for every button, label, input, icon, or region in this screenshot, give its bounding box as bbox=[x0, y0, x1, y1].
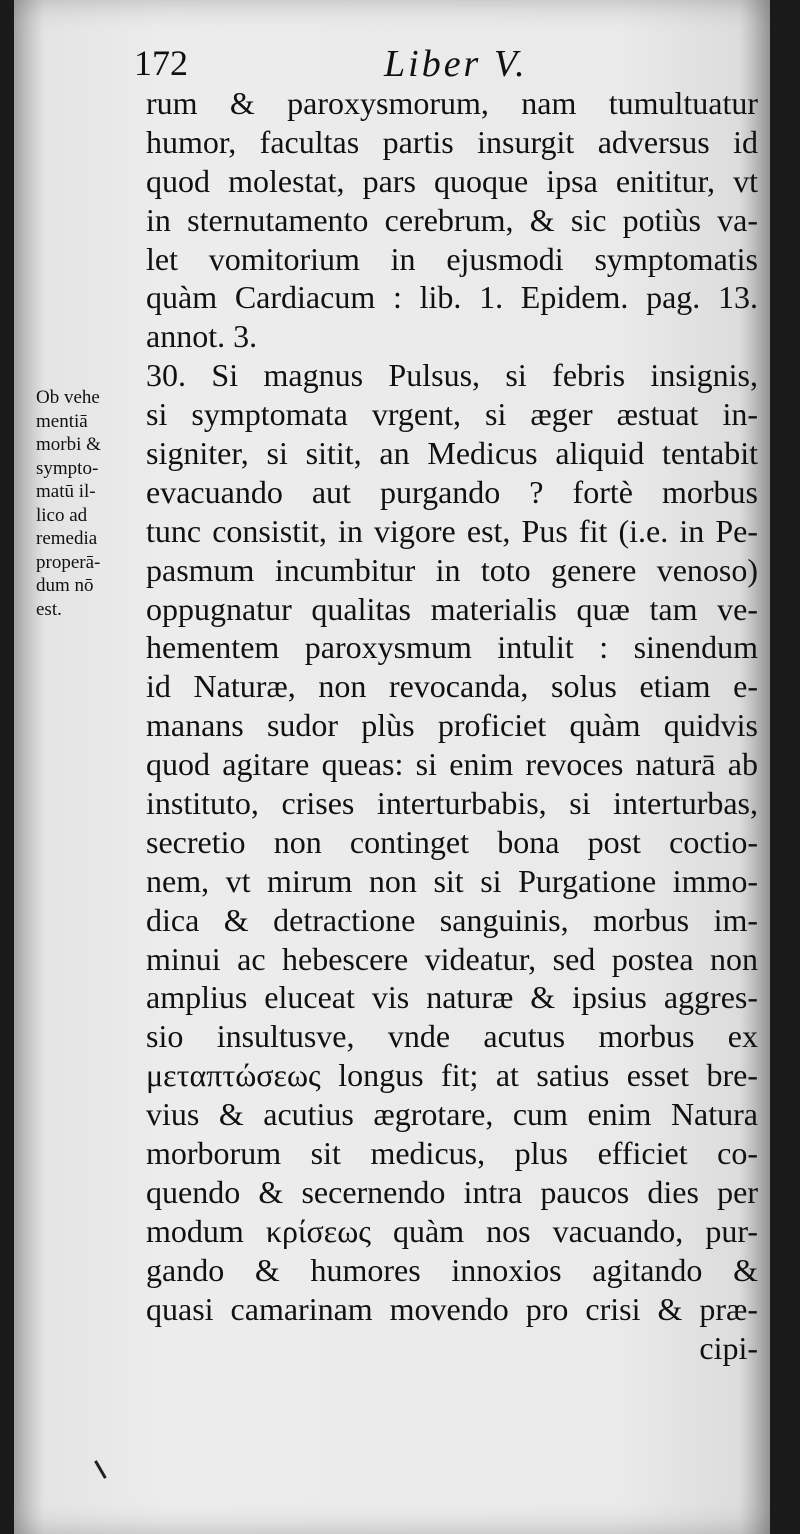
marginal-line: matū il- bbox=[36, 481, 96, 502]
text-line: morborum sit medicus, plus efficiet co- bbox=[146, 1135, 758, 1172]
text-line: nem, vt mirum non sit si Purgatione immo- bbox=[146, 862, 758, 899]
text-line: tunc consistit, in vigore est, Pus fit (i.e. in Pe- bbox=[146, 512, 758, 549]
text-line: quasi camarinam movendo pro crisi & præ- bbox=[146, 1290, 758, 1327]
text-line: oppugnatur qualitas materialis quæ tam ve- bbox=[146, 590, 758, 627]
text-line: quàm Cardiacum : lib. 1. Epidem. pag. 13. bbox=[146, 279, 758, 316]
text-line: rum & paroxysmorum, nam tumultuatur bbox=[146, 85, 758, 121]
book-page bbox=[14, 0, 770, 1534]
marginal-line: mentiā bbox=[36, 410, 88, 432]
text-line: secretio non continget bona post coctio- bbox=[146, 823, 758, 860]
text-line: hementem paroxysmum intulit : sinendum bbox=[146, 629, 758, 666]
marginal-line: sympto- bbox=[36, 457, 99, 479]
page-number: 172 bbox=[134, 43, 188, 83]
running-head: Liber V. bbox=[384, 43, 528, 85]
text-line: si symptomata vrgent, si æger æstuat in- bbox=[146, 396, 758, 433]
ink-mark bbox=[94, 1453, 119, 1479]
catchword: cipi- bbox=[699, 1329, 758, 1366]
marginal-line: Ob vehe bbox=[36, 387, 100, 408]
text-line: manans sudor plùs proficiet quàm quidvis bbox=[146, 707, 758, 744]
text-line: id Naturæ, non revocanda, solus etiam e- bbox=[146, 668, 758, 705]
marginal-line: est. bbox=[36, 598, 62, 620]
marginal-line: properā- bbox=[36, 551, 101, 573]
text-line: amplius eluceat vis naturæ & ipsius aggres- bbox=[146, 979, 758, 1016]
text-line: minui ac hebescere videatur, sed postea non bbox=[146, 940, 758, 977]
text-line: let vomitorium in ejusmodi symptomatis bbox=[146, 240, 758, 277]
text-line: humor, facultas partis insurgit adversus id bbox=[146, 123, 758, 160]
text-line: 30. Si magnus Pulsus, si febris insignis, bbox=[146, 357, 758, 394]
text-line: annot. 3. bbox=[146, 318, 258, 355]
text-line: vius & acutius ægrotare, cum enim Natura bbox=[146, 1096, 758, 1133]
body-text bbox=[146, 84, 758, 1367]
text-line: modum κρίσεως quàm nos vacuando, pur- bbox=[146, 1212, 758, 1249]
text-line: instituto, crises interturbabis, si interturbas, bbox=[146, 785, 758, 822]
text-line: quod agitare queas: si enim revoces naturā ab bbox=[146, 746, 758, 783]
text-line: dica & detractione sanguinis, morbus im- bbox=[146, 901, 758, 938]
marginal-note bbox=[36, 386, 136, 621]
text-line: in sternutamento cerebrum, & sic potiùs va- bbox=[146, 201, 758, 238]
marginal-line: lico ad bbox=[36, 504, 88, 526]
text-line: quod molestat, pars quoque ipsa enititur, vt bbox=[146, 162, 758, 199]
text-line: μεταπτώσεως longus fit; at satius esset bre- bbox=[146, 1057, 758, 1094]
text-line: sio insultusve, vnde acutus morbus ex bbox=[146, 1018, 758, 1055]
text-line: quendo & secernendo intra paucos dies per bbox=[146, 1173, 758, 1210]
text-line: signiter, si sitit, an Medicus aliquid tentabit bbox=[146, 435, 758, 472]
marginal-line: dum nō bbox=[36, 575, 94, 596]
marginal-line: remedia bbox=[36, 528, 98, 549]
marginal-line: morbi & bbox=[36, 434, 101, 455]
text-line: evacuando aut purgando ? fortè morbus bbox=[146, 473, 758, 510]
text-line: pasmum incumbitur in toto genere venoso) bbox=[146, 551, 758, 588]
text-line: gando & humores innoxios agitando & bbox=[146, 1251, 758, 1288]
